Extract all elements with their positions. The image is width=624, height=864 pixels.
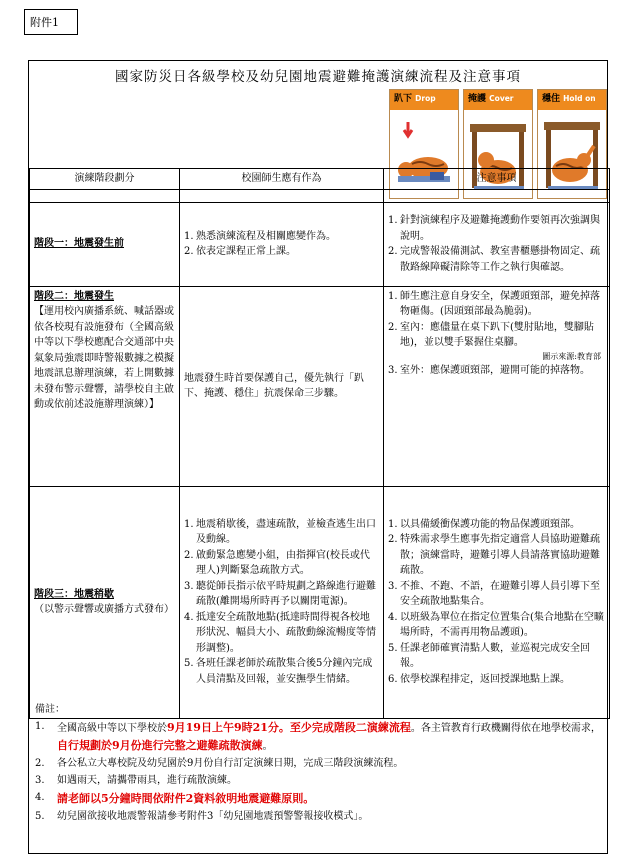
stage-name: 階段三：地震稍歇: [34, 588, 114, 600]
notes-cell: [384, 486, 610, 718]
stage-cell: [30, 486, 180, 718]
list-item: 5. 各班任課老師於疏散集合後5分鐘內完成人員清點及回報，並安撫學生情緒。: [184, 658, 373, 685]
list-item: 1. 地震稍歇後，盡速疏散，並檢查逃生出口及動線。: [184, 518, 376, 546]
remarks-title: 備註：: [35, 704, 65, 715]
list-item: 2. 室內：應儘量在桌下趴下(雙肘貼地，雙腳貼地)，並以雙手緊握住桌腳。: [388, 321, 594, 348]
action-text: 地震發生時首要保護自己，優先執行「趴下、掩護、穩住」抗震保命三步驟。: [184, 372, 364, 399]
remarks-section: [29, 700, 609, 827]
table-row: [30, 486, 610, 718]
list-item: 5. 任課老師確實清點人數，並巡視完成安全回報。: [388, 642, 590, 670]
hold-on-label: 穩住: [542, 94, 561, 104]
drop-label: 趴下: [394, 94, 413, 104]
table-row: [30, 286, 610, 486]
cover-label-en: Cover: [489, 94, 514, 103]
image-source-note: 圖示來源:教育部: [542, 351, 601, 361]
actions-cell: [180, 286, 384, 486]
list-item: 3. 室外：應保護頭頸部，避開可能的掉落物。: [388, 364, 590, 376]
remark-item: 4. 請老師以5分鐘時間依附件2資料敘明地震避難原則。: [35, 792, 315, 805]
hold-on-label-en: Hold on: [563, 94, 596, 103]
list-item: 2. 依表定課程正常上課。: [184, 246, 296, 257]
list-item: 4. 抵達安全疏散地點(抵達時間得視各校地形狀況、幅員大小、疏散動線流暢度等情形調整)。: [184, 611, 376, 654]
actions-cell: [180, 202, 384, 286]
list-item: 3. 聽從師長指示依平時規劃之路線進行避難疏散(離開場所時再予以關閉電源)。: [184, 580, 376, 608]
header-stage: 演練階段劃分: [30, 169, 180, 190]
list-item: 1. 以具備緩衝保護功能的物品保護頭頸部。: [388, 518, 580, 530]
drop-label-en: Drop: [415, 94, 436, 103]
list-item: 2. 完成警報設備測試、教室書櫃懸掛物固定、疏散路線障礙清除等工作之執行與確認。: [388, 246, 600, 273]
stage-name: 階段二：地震發生: [34, 290, 114, 302]
notes-cell: [384, 202, 610, 286]
document-frame: [28, 60, 608, 854]
stage-description: （以警示聲響或廣播方式發布）: [34, 604, 174, 615]
header-notes: 注意事項: [384, 169, 610, 190]
list-item: 3. 不推、不跑、不語，在避難引導人員引導下至安全疏散地點集合。: [388, 580, 600, 608]
stage-cell: [30, 286, 180, 486]
header-actions: 校園師生應有作為: [180, 169, 384, 190]
table-header-row: [30, 169, 610, 190]
stage-description: 【運用校內廣播系統、喊話器或依各校現有設施發布（全國高級中等以下學校應配合交通部中央氣象局強震即時警報數據之模擬地震訊息辦理演練，若上開數據未發布警示聲響，請學校自主啟動或依前述設施辦理演練）】: [34, 306, 174, 410]
drill-procedure-table: [29, 168, 610, 719]
list-item: 6. 依學校課程排定，返回授課地點上課。: [388, 673, 570, 685]
remark-item: 2. 各公私立大專校院及幼兒園於9月份自行訂定演練日期，完成三階段演練流程。: [35, 758, 404, 769]
page-title: 國家防災日各級學校及幼兒園地震避難掩護演練流程及注意事項: [115, 69, 521, 85]
list-item: 1. 師生應注意自身安全，保護頭頸部，避免掉落物砸傷。(因頭頸部最為脆弱)。: [388, 290, 600, 317]
table-row: [30, 202, 610, 286]
list-item: 1. 熟悉演練流程及相關應變作為。: [184, 230, 336, 242]
list-item: 2. 啟動緊急應變小組，由指揮官(校長或代理人)判斷緊急疏散方式。: [184, 549, 370, 577]
remark-item: 5. 幼兒園欲接收地震警報請參考附件3「幼兒園地震預警警報接收模式」。: [35, 810, 369, 822]
notes-cell: [384, 286, 610, 486]
cover-label: 掩護: [468, 94, 487, 104]
list-item: 4. 以班級為單位在指定位置集合(集合地點在空曠場所時，不需再用物品護頭)。: [388, 611, 604, 639]
attachment-label: 附件1: [24, 9, 78, 35]
actions-cell: [180, 486, 384, 718]
list-item: 2. 特殊需求學生應事先指定適當人員協助避難疏散；演練當時，避難引導人員請落實協助避難疏散。: [388, 534, 600, 577]
table-spacer-row: [30, 189, 610, 202]
remark-item: 1. 全國高級中等以下學校於9月19日上午9時21分。至少完成階段二演練流程。各主管教育行政機關得依在地學校需求，自行規劃於9月份進行完整之避難疏散演練。: [35, 721, 601, 752]
remark-item: 3. 如遇雨天，請攜帶雨具，進行疏散演練。: [35, 775, 237, 786]
stage-cell: [30, 202, 180, 286]
list-item: 1. 針對演練程序及避難掩護動作要領再次強調與說明。: [388, 215, 600, 242]
stage-name: 階段一：地震發生前: [34, 238, 124, 250]
